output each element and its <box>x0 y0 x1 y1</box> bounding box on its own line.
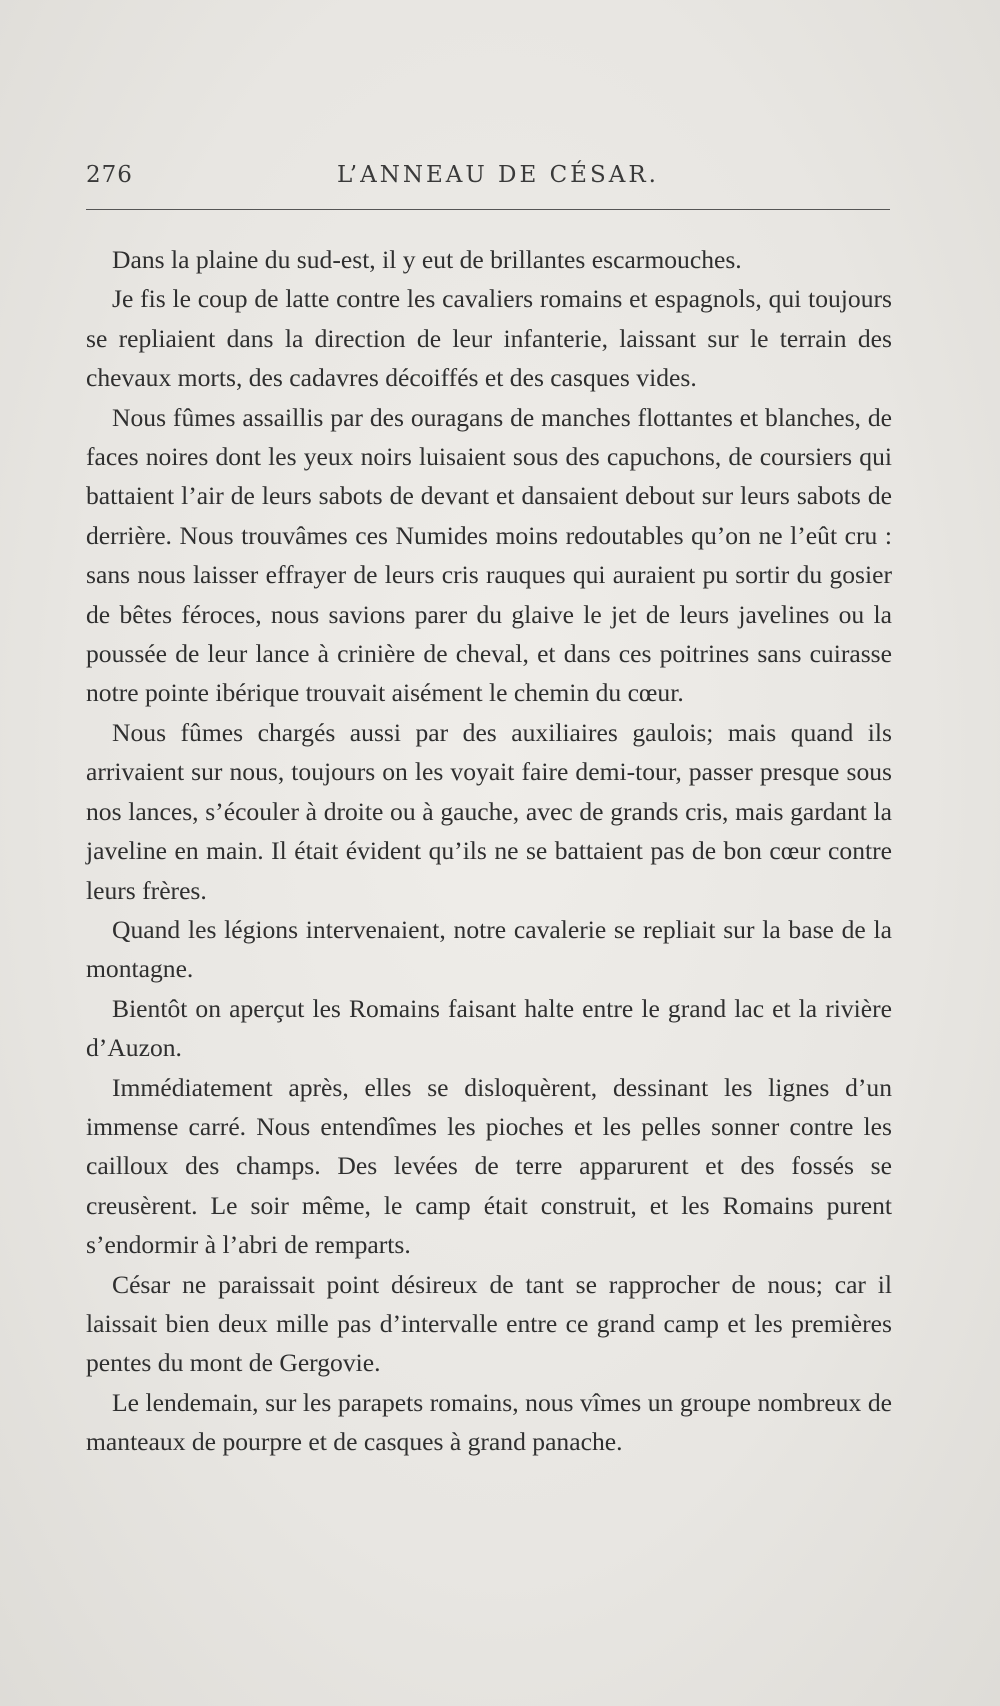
running-title: L’ANNEAU DE CÉSAR. <box>337 162 659 188</box>
paragraph: Nous fûmes chargés aussi par des auxiliaires gaulois; mais quand ils arrivaient sur nous, toujours on les voyait faire demi-tour, passer presque sous nos lances, s’écouler à droite ou à gauche, avec de grands cris, mais gardant la javeline en main. Il était évident qu’ils ne se battaient pas de bon cœur contre leurs frères. <box>86 717 892 905</box>
paragraph: Immédiatement après, elles se disloquèrent, dessinant les lignes d’un immense carré. Nous entendîmes les pioches et les pelles sonner contre les cailloux des champs. Des levées de terre apparurent et des fossés se creusèrent. Le soir même, le camp était construit, et les Romains purent s’endormir à l’abri de remparts. <box>86 1072 892 1260</box>
paragraph: Bientôt on aperçut les Romains faisant halte entre le grand lac et la rivière d’Auzon. <box>86 993 892 1063</box>
paragraph: Quand les légions intervenaient, notre cavalerie se repliait sur la base de la montagne. <box>86 914 892 984</box>
paragraph: César ne paraissait point désireux de tant se rapprocher de nous; car il laissait bien deux mille pas d’intervalle entre ce grand camp et les premières pentes du mont de Gergovie. <box>86 1269 892 1378</box>
paragraph: Nous fûmes assaillis par des ouragans de manches flottantes et blanches, de faces noires dont les yeux noirs luisaient sous des capuchons, de coursiers qui battaient l’air de leurs sabots de devant et dansaient debout sur leurs sabots de derrière. Nous trouvâmes ces Numides moins redoutables qu’on ne l’eût cru : sans nous laisser effrayer de leurs cris rauques qui auraient pu sortir du gosier de bêtes féroces, nous savions parer du glaive le jet de leurs javelines ou la poussée de leur lance à crinière de cheval, et dans ces poitrines sans cuirasse notre pointe ibérique trouvait aisément le chemin du cœur. <box>86 402 892 708</box>
paragraph: Le lendemain, sur les parapets romains, nous vîmes un groupe nombreux de manteaux de pourpre et de casques à grand panache. <box>86 1387 892 1457</box>
header-rule <box>86 209 890 210</box>
page-header <box>86 158 890 198</box>
paragraph: Je fis le coup de latte contre les cavaliers romains et espagnols, qui toujours se repliaient dans la direction de leur infanterie, laissant sur le terrain des chevaux morts, des cadavres décoiffés et des casques vides. <box>86 284 892 393</box>
page-number: 276 <box>86 162 133 188</box>
paragraph: Dans la plaine du sud-est, il y eut de brillantes escarmouches. <box>112 245 742 274</box>
body-text <box>86 240 892 1462</box>
